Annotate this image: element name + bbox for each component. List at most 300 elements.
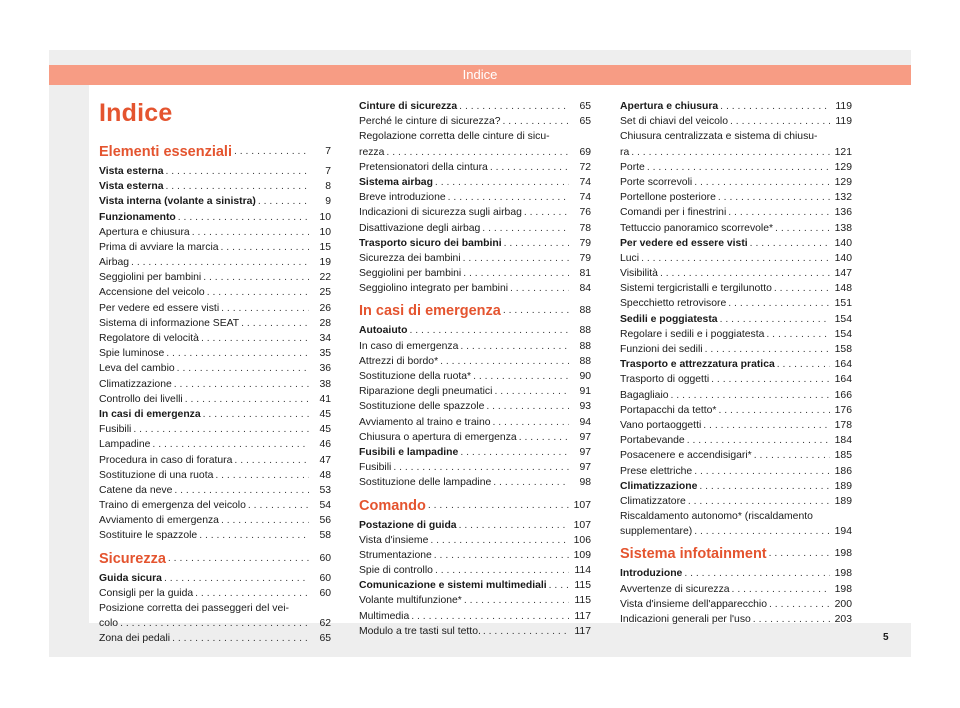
dot-leader: [473, 369, 569, 384]
toc-entry-title: Portellone posteriore: [620, 192, 716, 204]
toc-entry-page: 76: [579, 207, 591, 219]
toc-entry-title: Sostituzione della ruota*: [359, 371, 472, 382]
toc-entry-title: Trasporto sicuro dei bambini: [359, 237, 502, 249]
toc-entry-page: 36: [319, 363, 331, 375]
toc-entry-title: Comunicazione e sistemi multimediali: [359, 580, 547, 592]
dot-leader: [728, 205, 830, 220]
toc-entry[interactable]: [620, 448, 852, 463]
toc-entry-page: 151: [834, 298, 852, 310]
toc-entry[interactable]: [359, 609, 591, 624]
toc-entry-title: Porte scorrevoli: [620, 176, 693, 188]
toc-entry-title: Fusibili e lampadine: [359, 446, 459, 458]
toc-entry-page: 15: [319, 241, 331, 253]
toc-entry-page: 203: [834, 614, 852, 626]
toc-entry-title: Cinture di sicurezza: [359, 100, 458, 112]
dot-leader: [174, 377, 309, 392]
toc-entry[interactable]: [359, 99, 591, 114]
toc-entry-line: Riscaldamento autonomo* (riscaldamento: [620, 511, 813, 523]
toc-entry[interactable]: [620, 281, 852, 296]
toc-entry-page: 41: [319, 393, 331, 405]
dot-leader: [234, 143, 309, 161]
dot-leader: [221, 301, 309, 316]
dot-leader: [459, 518, 569, 533]
toc-entry[interactable]: [99, 270, 331, 285]
toc-entry-title: In casi di emergenza: [359, 303, 501, 320]
dot-leader: [166, 164, 310, 179]
toc-entry-title: Climatizzazione: [620, 480, 698, 492]
toc-entry[interactable]: [359, 221, 591, 236]
toc-entry[interactable]: [99, 164, 331, 179]
dot-leader: [732, 582, 830, 597]
toc-entry-page: 91: [579, 386, 591, 398]
toc-entry[interactable]: [99, 483, 331, 498]
toc-entry-title: Indicazioni generali per l'uso: [620, 614, 751, 626]
dot-leader: [178, 210, 309, 225]
toc-entry[interactable]: [620, 418, 852, 433]
toc-entry-title: In caso di emergenza: [359, 340, 459, 352]
toc-entry[interactable]: [620, 524, 852, 539]
dot-leader: [775, 221, 830, 236]
toc-entry[interactable]: [359, 339, 591, 354]
toc-entry-title: Apertura e chiusura: [620, 100, 719, 112]
toc-entry-page: 22: [319, 272, 331, 284]
page-heading: Indice: [99, 99, 173, 127]
toc-entry[interactable]: [620, 597, 852, 612]
toc-entry-page: 65: [579, 100, 591, 112]
toc-entry-page: 93: [579, 401, 591, 413]
toc-entry-page: 185: [834, 450, 852, 462]
toc-entry-title: Climatizzatore: [620, 495, 686, 507]
dot-leader: [177, 361, 309, 376]
toc-entry-page: 7: [325, 165, 331, 177]
toc-entry[interactable]: [99, 286, 331, 301]
toc-entry[interactable]: [620, 160, 852, 175]
toc-entry-page: 176: [834, 404, 852, 416]
toc-entry[interactable]: [359, 251, 591, 266]
dot-leader: [460, 445, 569, 460]
toc-entry-page: 74: [579, 176, 591, 188]
toc-entry-page: 158: [834, 344, 852, 355]
toc-entry[interactable]: [99, 225, 331, 240]
toc-entry[interactable]: [359, 415, 591, 430]
toc-entry-title: Vista interna (volante a sinistra): [99, 196, 256, 208]
toc-entry[interactable]: [359, 354, 591, 369]
toc-entry[interactable]: [99, 194, 331, 209]
toc-entry[interactable]: [620, 312, 852, 327]
toc-entry-title: Seggiolini per bambini: [359, 268, 462, 280]
toc-entry-title: Porte: [620, 161, 645, 173]
toc-entry[interactable]: [620, 296, 852, 311]
toc-entry-title: Avviamento al traino e traino: [359, 416, 491, 428]
toc-entry-title: Sostituzione delle spazzole: [359, 401, 485, 413]
toc-entry-title: Traino di emergenza del veicolo: [99, 500, 246, 512]
toc-entry-title: Introduzione: [620, 568, 683, 580]
toc-entry-title: Vano portaoggetti: [620, 419, 702, 431]
toc-entry-title: Regolatore di velocità: [99, 333, 199, 345]
dot-leader: [440, 354, 569, 369]
dot-leader: [631, 145, 830, 160]
dot-leader: [234, 453, 309, 468]
toc-entry-line: Posizione corretta dei passeggeri del vei-: [99, 603, 290, 615]
dot-leader: [199, 528, 309, 543]
toc-entry-page: 97: [579, 446, 591, 458]
toc-entry-title: Attrezzi di bordo*: [359, 355, 439, 367]
toc-entry[interactable]: [620, 327, 852, 342]
dot-leader: [203, 407, 309, 422]
dot-leader: [428, 497, 569, 515]
toc-entry-title: Consigli per la guida: [99, 587, 194, 599]
dot-leader: [766, 327, 830, 342]
toc-entry[interactable]: [620, 566, 852, 581]
dot-leader: [221, 240, 309, 255]
toc-entry[interactable]: [359, 578, 591, 593]
toc-section-heading[interactable]: [359, 302, 591, 320]
toc-entry[interactable]: [359, 563, 591, 578]
toc-entry-page: 121: [834, 146, 852, 158]
toc-entry-page: 8: [325, 181, 331, 193]
toc-entry-page: 106: [573, 534, 591, 546]
toc-entry-page: 74: [579, 192, 591, 204]
toc-section-heading[interactable]: [620, 545, 852, 563]
toc-entry-title: Regolare i sedili e i poggiatesta: [620, 328, 765, 340]
toc-entry-page: 107: [573, 519, 591, 531]
toc-entry-page: 26: [319, 302, 331, 314]
toc-entry-title: Controllo dei livelli: [99, 393, 183, 405]
toc-entry-page: 129: [834, 161, 852, 173]
toc-entry[interactable]: [99, 331, 331, 346]
toc-entry[interactable]: [620, 403, 852, 418]
toc-entry-page: 48: [319, 469, 331, 481]
toc-entry-page: 109: [573, 549, 591, 561]
toc-entry-title: Chiusura o apertura di emergenza: [359, 431, 517, 443]
toc-entry-page: 136: [834, 207, 852, 219]
toc-entry-title: Trasporto e attrezzatura pratica: [620, 359, 775, 371]
toc-entry-title: colo: [99, 618, 119, 630]
toc-entry-title: Vista d'insieme dell'apparecchio: [620, 598, 768, 610]
toc-entry[interactable]: [99, 316, 331, 331]
toc-entry[interactable]: [620, 612, 852, 627]
toc-entry[interactable]: [359, 145, 591, 160]
toc-entry-title: Procedura in caso di foratura: [99, 454, 233, 466]
toc-entry[interactable]: [620, 251, 852, 266]
toc-entry[interactable]: [620, 582, 852, 597]
toc-entry[interactable]: [620, 114, 852, 129]
toc-entry[interactable]: [359, 445, 591, 460]
toc-entry-page: 88: [579, 340, 591, 352]
toc-entry-title: Spie luminose: [99, 348, 165, 360]
toc-entry-page: 148: [834, 283, 852, 295]
toc-entry-title: Posacenere e accendisigari*: [620, 450, 752, 462]
toc-entry[interactable]: [99, 407, 331, 422]
toc-entry[interactable]: [99, 346, 331, 361]
toc-entry[interactable]: [620, 99, 852, 114]
toc-entry[interactable]: [620, 221, 852, 236]
toc-entry[interactable]: [99, 529, 331, 544]
toc-entry[interactable]: [99, 468, 331, 483]
dot-leader: [152, 437, 309, 452]
toc-entry-page: 129: [834, 176, 852, 188]
toc-entry-title: Fusibili: [99, 424, 132, 436]
toc-entry-page: 60: [319, 552, 331, 564]
toc-entry-page: 34: [319, 333, 331, 345]
dot-leader: [519, 430, 569, 445]
dot-leader: [687, 433, 830, 448]
dot-leader: [486, 399, 569, 414]
toc-entry[interactable]: [620, 479, 852, 494]
toc-entry[interactable]: [359, 518, 591, 533]
toc-entry-page: 189: [834, 480, 852, 492]
toc-entry[interactable]: [359, 399, 591, 414]
toc-entry[interactable]: [620, 372, 852, 387]
dot-leader: [464, 593, 569, 608]
toc-entry-title: Seggiolino integrato per bambini: [359, 283, 509, 295]
dot-leader: [192, 225, 309, 240]
toc-entry-title: Fusibili: [359, 462, 392, 474]
dot-leader: [493, 475, 569, 490]
dot-leader: [750, 236, 830, 251]
dot-leader: [504, 236, 569, 251]
toc-entry[interactable]: [359, 533, 591, 548]
toc-entry-page: 114: [574, 565, 591, 577]
toc-entry[interactable]: [620, 145, 852, 160]
toc-entry-page: 38: [319, 378, 331, 390]
toc-entry[interactable]: [359, 323, 591, 338]
dot-leader: [705, 342, 830, 357]
toc-entry-page: 94: [579, 416, 591, 428]
toc-entry-title: Climatizzazione: [99, 378, 172, 390]
toc-entry-page: 19: [319, 257, 331, 269]
toc-entry-title: Postazione di guida: [359, 519, 457, 531]
toc-entry[interactable]: [620, 190, 852, 205]
toc-entry[interactable]: [99, 631, 331, 646]
dot-leader: [754, 448, 830, 463]
toc-entry[interactable]: [359, 430, 591, 445]
dot-leader: [769, 597, 830, 612]
toc-entry[interactable]: [99, 179, 331, 194]
toc-entry-page: 88: [579, 305, 591, 317]
toc-entry[interactable]: [359, 190, 591, 205]
toc-entry[interactable]: [359, 384, 591, 399]
toc-entry[interactable]: [620, 388, 852, 403]
toc-entry-title: Funzionamento: [99, 211, 176, 223]
dot-leader: [720, 312, 830, 327]
toc-entry[interactable]: [359, 369, 591, 384]
dot-leader: [430, 533, 569, 548]
toc-entry-title: Tettuccio panoramico scorrevole*: [620, 222, 774, 234]
toc-entry-page: 54: [319, 500, 331, 512]
toc-entry[interactable]: [359, 266, 591, 281]
toc-entry-page: 10: [319, 226, 331, 238]
toc-entry[interactable]: [359, 281, 591, 296]
dot-leader: [133, 422, 309, 437]
dot-leader: [718, 403, 830, 418]
dot-leader: [699, 479, 830, 494]
dot-leader: [207, 285, 309, 300]
toc-entry-page: 198: [834, 568, 852, 580]
dot-leader: [769, 545, 830, 563]
toc-entry[interactable]: [99, 210, 331, 225]
dot-leader: [720, 99, 830, 114]
page-number: 5: [883, 632, 889, 643]
toc-entry-title: Avvertenze di sicurezza: [620, 583, 730, 595]
toc-entry[interactable]: [359, 624, 591, 639]
toc-entry-page: 119: [835, 116, 852, 128]
toc-entry[interactable]: [359, 475, 591, 490]
toc-entry-title: Prese elettriche: [620, 465, 693, 477]
dot-leader: [221, 513, 309, 528]
toc-entry[interactable]: [620, 342, 852, 357]
toc-entry-page: 88: [579, 355, 591, 367]
toc-entry-page: 28: [319, 317, 331, 329]
toc-entry[interactable]: [359, 593, 591, 608]
dot-leader: [483, 624, 569, 639]
toc-entry-page: 10: [319, 211, 331, 223]
toc-entry-page: 97: [579, 462, 591, 474]
toc-entry-line: Chiusura centralizzata e sistema di chiusu-: [620, 131, 818, 143]
toc-entry[interactable]: [359, 548, 591, 563]
toc-entry-page: 140: [834, 237, 852, 249]
dot-leader: [460, 339, 569, 354]
toc-entry-title: Airbag: [99, 257, 130, 269]
dot-leader: [671, 388, 830, 403]
dot-leader: [688, 494, 830, 509]
toc-entry-page: 198: [834, 548, 852, 560]
toc-entry[interactable]: [620, 494, 852, 509]
toc-entry[interactable]: [620, 175, 852, 190]
toc-entry-page: 60: [319, 587, 331, 599]
toc-entry-page: 97: [579, 431, 591, 443]
toc-entry[interactable]: [99, 498, 331, 513]
toc-entry-title: Sistemi tergicristalli e tergilunotto: [620, 283, 772, 295]
toc-entry[interactable]: [99, 586, 331, 601]
toc-entry[interactable]: [620, 236, 852, 251]
dot-leader: [503, 114, 570, 129]
toc-entry-title: rezza: [359, 146, 385, 158]
dot-leader: [386, 145, 569, 160]
toc-entry[interactable]: [620, 464, 852, 479]
toc-entry-page: 117: [574, 625, 591, 637]
toc-entry-title: In casi di emergenza: [99, 408, 201, 420]
dot-leader: [248, 498, 309, 513]
toc-entry-title: Visibilità: [620, 268, 658, 280]
toc-entry-page: 65: [319, 633, 331, 645]
toc-entry-page: 98: [579, 477, 591, 489]
toc-entry-page: 79: [579, 252, 591, 264]
toc-entry[interactable]: [99, 513, 331, 528]
toc-section-heading[interactable]: [99, 143, 331, 161]
dot-leader: [120, 616, 309, 631]
toc-entry-title: Guida sicura: [99, 572, 162, 584]
dot-leader: [168, 550, 309, 568]
toc-entry-title: Zona dei pedali: [99, 633, 171, 645]
dot-leader: [195, 586, 309, 601]
dot-leader: [711, 372, 830, 387]
toc-entry[interactable]: [359, 460, 591, 475]
toc-entry[interactable]: [99, 255, 331, 270]
toc-entry-page: 60: [319, 572, 331, 584]
toc-entry-page: 154: [834, 313, 852, 325]
toc-entry-page: 119: [835, 100, 852, 112]
toc-entry-title: Pretensionatori della cintura: [359, 161, 488, 173]
toc-entry-title: Prima di avviare la marcia: [99, 241, 219, 253]
toc-entry-line: Regolazione corretta delle cinture di sicu-: [359, 131, 550, 143]
dot-leader: [164, 571, 309, 586]
toc-entry[interactable]: [99, 437, 331, 452]
toc-entry[interactable]: [620, 205, 852, 220]
toc-entry[interactable]: [620, 433, 852, 448]
toc-entry-title: Portabevande: [620, 435, 685, 447]
dot-leader: [241, 316, 309, 331]
dot-leader: [524, 205, 569, 220]
dot-leader: [166, 346, 309, 361]
dot-leader: [549, 578, 569, 593]
dot-leader: [131, 255, 309, 270]
toc-entry-title: Sicurezza: [99, 550, 166, 567]
toc-entry[interactable]: [99, 392, 331, 407]
dot-leader: [694, 175, 830, 190]
toc-entry[interactable]: [99, 571, 331, 586]
toc-entry-page: 88: [579, 325, 591, 337]
dot-leader: [482, 221, 569, 236]
toc-entry-page: 35: [319, 348, 331, 360]
dot-leader: [258, 194, 309, 209]
toc-entry-page: 9: [325, 196, 331, 208]
toc-entry[interactable]: [359, 160, 591, 175]
dot-leader: [393, 460, 569, 475]
toc-entry[interactable]: [359, 175, 591, 190]
toc-entry-title: supplementare): [620, 526, 693, 538]
toc-section-heading[interactable]: [99, 550, 331, 568]
toc-entry-page: 166: [834, 389, 852, 401]
dot-leader: [718, 190, 830, 205]
toc-entry-title: Set di chiavi del veicolo: [620, 116, 729, 128]
toc-entry-page: 107: [573, 499, 591, 511]
dot-leader: [777, 357, 830, 372]
toc-entry[interactable]: [99, 361, 331, 376]
dot-leader: [694, 464, 830, 479]
toc-entry-title: Disattivazione degli airbag: [359, 222, 481, 234]
toc-entry-page: 47: [319, 454, 331, 466]
dot-leader: [494, 384, 569, 399]
dot-leader: [510, 281, 569, 296]
dot-leader: [730, 114, 830, 129]
toc-entry-title: Comandi per i finestrini: [620, 207, 727, 219]
toc-entry[interactable]: [359, 236, 591, 251]
toc-entry[interactable]: [620, 266, 852, 281]
toc-entry[interactable]: [99, 377, 331, 392]
toc-section-heading[interactable]: [359, 497, 591, 515]
toc-entry[interactable]: [620, 357, 852, 372]
toc-entry-title: Sostituire le spazzole: [99, 530, 198, 542]
dot-leader: [172, 631, 309, 646]
toc-entry-page: 81: [579, 268, 591, 280]
toc-entry[interactable]: [359, 205, 591, 220]
toc-entry-title: Specchietto retrovisore: [620, 298, 727, 310]
dot-leader: [174, 483, 309, 498]
toc-entry-title: Trasporto di oggetti: [620, 374, 710, 386]
toc-entry-page: 198: [834, 583, 852, 595]
toc-entry-page: 72: [579, 161, 591, 173]
toc-entry[interactable]: [99, 301, 331, 316]
dot-leader: [503, 302, 569, 320]
toc-entry[interactable]: [359, 114, 591, 129]
toc-entry[interactable]: [99, 240, 331, 255]
toc-entry[interactable]: [99, 453, 331, 468]
toc-entry[interactable]: [99, 422, 331, 437]
dot-leader: [753, 612, 830, 627]
dot-leader: [435, 175, 569, 190]
toc-entry[interactable]: [99, 616, 331, 631]
